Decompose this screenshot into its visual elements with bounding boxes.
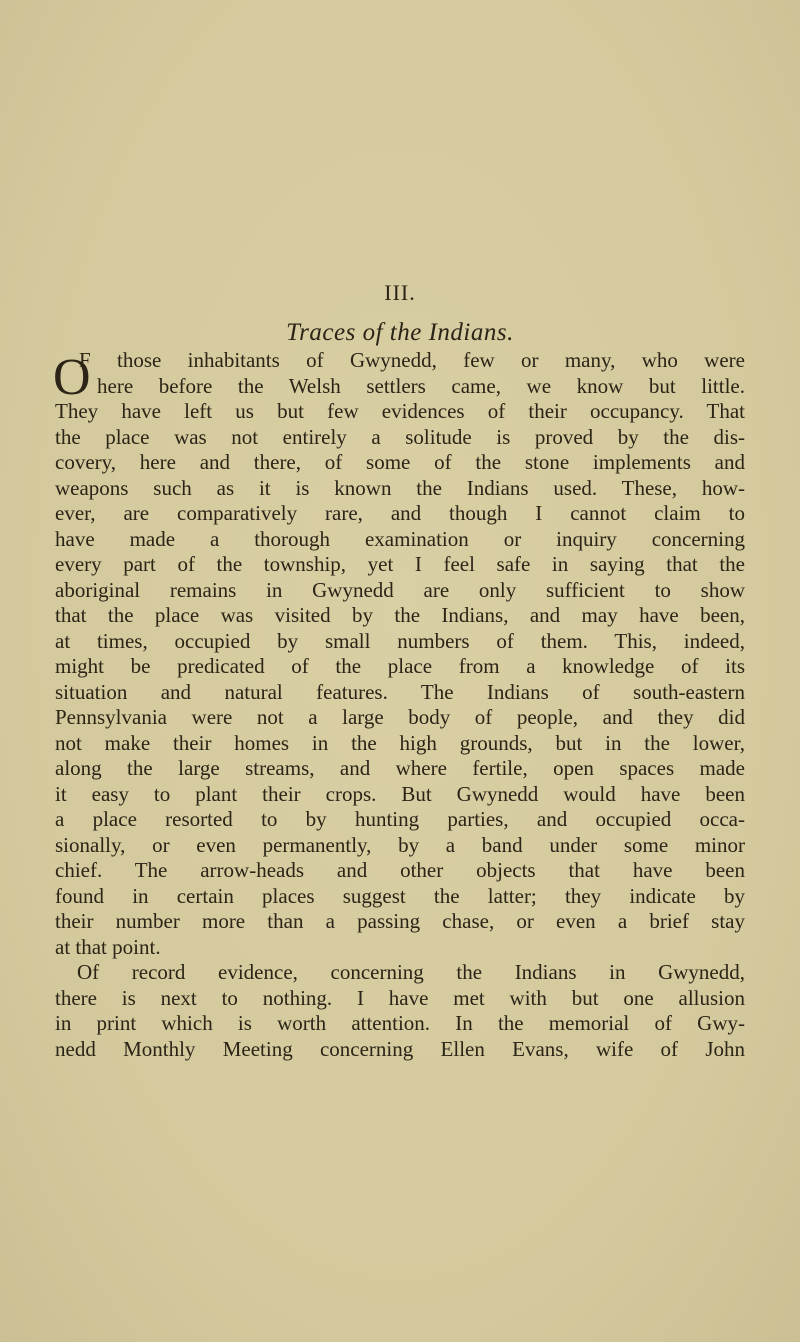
chapter-title: Traces of the Indians.	[286, 319, 514, 346]
text-line: aboriginal remains in Gwynedd are only sufficient to show	[55, 577, 745, 602]
text-line: it easy to plant their crops. But Gwynedd would have been	[55, 781, 745, 806]
text-line: that the place was visited by the Indians, and may have been,	[55, 603, 745, 627]
text-line: their number more than a passing chase, or even a brief stay	[55, 909, 745, 933]
text-line: nedd Monthly Meeting concerning Ellen Evans, wife of John	[55, 1036, 745, 1061]
text-line: ever, are comparatively rare, and though I cannot claim to	[55, 501, 745, 525]
text-line: a place resorted to by hunting parties, and occupied occa-	[55, 807, 745, 831]
body-text	[55, 348, 745, 1062]
text-line: at that point.	[55, 934, 161, 959]
text-line: here before the Welsh settlers came, we know but little.	[97, 373, 745, 398]
text-line: the place was not entirely a solitude is proved by the dis-	[55, 424, 745, 449]
text-line: have made a thorough examination or inquiry concerning	[55, 526, 745, 551]
text-line: might be predicated of the place from a knowledge of its	[55, 654, 745, 678]
text-line: weapons such as it is known the Indians used. These, how-	[55, 475, 745, 500]
text-line: along the large streams, and where fertile, open spaces made	[55, 756, 745, 780]
text-line: not make their homes in the high grounds, but in the lower,	[55, 730, 745, 755]
text-line: situation and natural features. The Indians of south-eastern	[55, 679, 745, 704]
text-line: chief. The arrow-heads and other objects that have been	[55, 858, 745, 882]
text-line: sionally, or even permanently, by a band under some minor	[55, 832, 745, 857]
text-line: every part of the township, yet I feel safe in saying that the	[55, 552, 745, 576]
text-line: there is next to nothing. I have met with but one allusion	[55, 985, 745, 1010]
text-line: Pennsylvania were not a large body of people, and they did	[55, 705, 745, 729]
text-line: at times, occupied by small numbers of them. This, indeed,	[55, 628, 745, 653]
chapter-number: III.	[384, 280, 416, 305]
text-line: found in certain places suggest the latter; they indicate by	[55, 883, 745, 908]
drop-cap: O	[53, 349, 91, 406]
text-line: in print which is worth attention. In the memorial of Gwy-	[55, 1011, 745, 1035]
text-line: They have left us but few evidences of their occupancy. That	[55, 399, 745, 423]
text-line: covery, here and there, of some of the stone implements and	[55, 450, 745, 474]
text-line: F those inhabitants of Gwynedd, few or many, who were	[79, 348, 745, 372]
text-line: Of record evidence, concerning the Indians in Gwynedd,	[77, 960, 745, 984]
